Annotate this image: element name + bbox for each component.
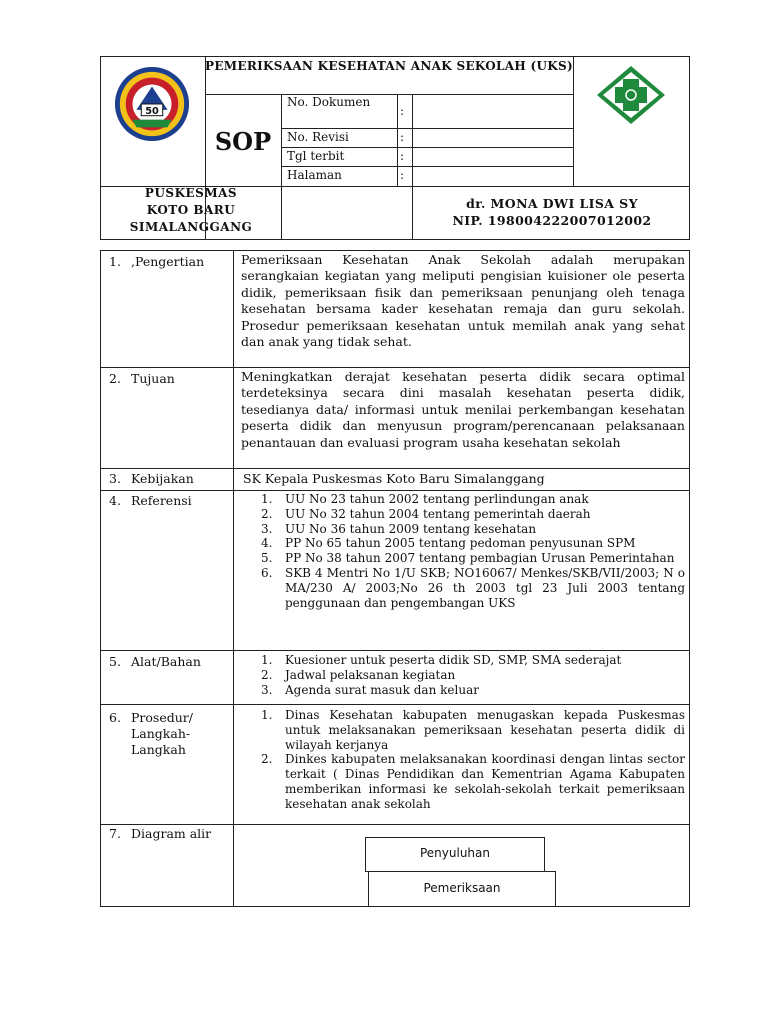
list-item: 2. UU No 32 tahun 2004 tentang pemerintah daerah xyxy=(261,506,591,521)
doc-field-label-halaman: Halaman xyxy=(287,168,342,182)
section-label-pengertian: 1. ,Pengertian xyxy=(109,254,205,269)
tools-list xyxy=(261,653,685,697)
list-item: 2. Dinkes kabupaten melaksanakan koordinasi dengan lintas sector terkait ( Dinas Pendidikan dan Kementrian Agama Kabupaten memberikan informasi ke sekolah-sekolah terkait pemeriksaan kesehatan anak sekolah xyxy=(261,752,685,811)
section-label-diagram-alir: 7. Diagram alir xyxy=(109,826,212,841)
doc-field-colon: : xyxy=(400,149,405,163)
list-item: 3. Agenda surat masuk dan keluar xyxy=(261,682,479,697)
section-label-prosedur: 6. Prosedur/ Langkah- Langkah xyxy=(109,710,193,757)
section-text-kebijakan: SK Kepala Puskesmas Koto Baru Simalanggang xyxy=(243,471,545,486)
section-text-tujuan: Meningkatkan derajat kesehatan peserta didik secara optimal terdeteksinya secara dini masalah kesehatan peserta didik, tesedianya data/ informasi untuk menilai perkembangan kesehatan peserta didik dan menyusun program/perencanaan pelaksanaan penantauan dan evaluasi program usaha kesehatan sekolah xyxy=(241,369,685,450)
flow-box-penyuluhan: Penyuluhan xyxy=(365,837,545,872)
organization-name: PUSKESMAS KOTO BARU SIMALANGGANG xyxy=(129,186,253,234)
sop-content-table xyxy=(100,250,690,907)
doc-field-label-no-dokumen: No. Dokumen xyxy=(287,95,371,109)
doc-field-colon: : xyxy=(400,104,405,118)
list-item: 4. PP No 65 tahun 2005 tentang pedoman penyusunan SPM xyxy=(261,536,636,551)
flow-box-pemeriksaan: Pemeriksaan xyxy=(368,871,556,907)
sop-label: SOP xyxy=(214,127,272,156)
list-item: 1. Dinas Kesehatan kabupaten menugaskan kepada Puskesmas untuk melaksanakan pemeriksaan kesehatan peserta didik di wilayah kerjanya xyxy=(261,708,685,752)
reference-list xyxy=(261,492,685,610)
list-item: 3. UU No 36 tahun 2009 tentang kesehatan xyxy=(261,521,537,536)
section-label-referensi: 4. Referensi xyxy=(109,493,192,508)
list-item: 1. UU No 23 tahun 2002 tentang perlindungan anak xyxy=(261,492,589,506)
document-title: PEMERIKSAAN KESEHATAN ANAK SEKOLAH (UKS) xyxy=(205,59,573,73)
section-label-kebijakan: 3. Kebijakan xyxy=(109,471,194,486)
list-item: 5. PP No 38 tahun 2007 tentang pembagian Urusan Pemerintahan xyxy=(261,551,675,566)
doc-field-label-tgl-terbit: Tgl terbit xyxy=(287,149,345,163)
doc-field-label-no-revisi: No. Revisi xyxy=(287,130,349,144)
svg-text:50: 50 xyxy=(145,105,159,117)
signer-name: dr. MONA DWI LISA SY xyxy=(466,196,638,211)
list-item: 1. Kuesioner untuk peserta didik SD, SMP, SMA sederajat xyxy=(261,653,622,667)
section-text-pengertian: Pemeriksaan Kesehatan Anak Sekolah adalah merupakan serangkaian kegiatan yang meliputi pengisian kuisioner ole peserta didik, pemeriksaan fisik dan pemeriksaan penunjang oleh tenaga kesehatan bersama kader kesehatan remaja dan guru sekolah. Prosedur pemeriksaan kesehatan untuk memilah anak yang sehat dan anak yang tidak sehat. xyxy=(241,252,685,350)
signer-nip: NIP. 198004222007012002 xyxy=(452,213,652,228)
header-table xyxy=(100,56,690,240)
section-label-tujuan: 2. Tujuan xyxy=(109,371,175,386)
list-item: 2. Jadwal pelaksanan kegiatan xyxy=(261,667,456,682)
procedure-list xyxy=(261,708,685,812)
puskesmas-emblem-logo xyxy=(113,65,191,143)
doc-field-colon: : xyxy=(400,168,405,182)
doc-field-colon: : xyxy=(400,130,405,144)
signer-block xyxy=(413,195,691,229)
health-cross-logo xyxy=(589,61,673,129)
section-label-alat-bahan: 5. Alat/Bahan xyxy=(109,654,201,669)
list-item: 6. SKB 4 Mentri No 1/U SKB; NO16067/ Menkes/SKB/VII/2003; N o MA/230 A/ 2003;No 26 th 2003 tgl 23 Juli 2003 tentang penggunaan dan pengembangan UKS xyxy=(261,565,685,610)
